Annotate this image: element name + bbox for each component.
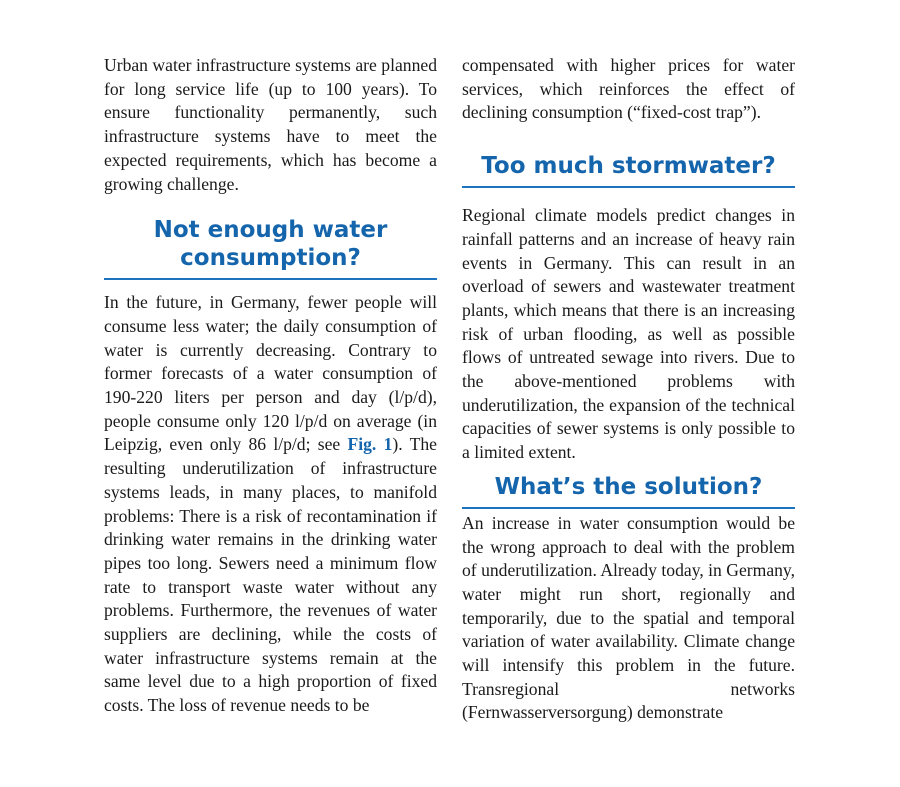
right-column xyxy=(462,54,795,725)
heading-line-1: Not enough water xyxy=(153,217,388,244)
heading-too-much-stormwater: Too much stormwater? xyxy=(462,152,795,188)
stormwater-paragraph: Regional climate models predict changes in rainfall patterns and an increase of heavy rain events in Germany. This can result in an overload of sewers and wastewater treatment plants, which means that there is an increasing risk of urban flooding, as well as possible flows of untreated sewage into rivers. Due to the above-mentioned problems with underutilization, the expansion of the technical capacities of sewer systems is only possible to a limited extent. xyxy=(462,205,795,463)
heading-not-enough-water xyxy=(104,216,437,280)
heading-whats-the-solution: What’s the solution? xyxy=(462,473,795,509)
left-column xyxy=(104,54,437,718)
figure-1-link[interactable]: Fig. 1 xyxy=(347,434,393,455)
consumption-text-part2: ). The resulting underutilization of infrastructure systems leads, in many places, to manifold problems: There is a risk of recontamination if drinking water remains in the drinking water pipes too long. Sewers need a minimum flow rate to transport waste water without any problems. Furthermore, the revenues of water suppliers are declining, while the costs of water infrastructure systems remain at the same level due to a high proportion of fixed costs. The loss of revenue needs to be xyxy=(104,434,437,716)
intro-paragraph: Urban water infrastructure systems are planned for long service life (up to 100 years). To ensure functionality permanently, such infrastructure systems have to meet the expected requirements, which has become a growing challenge. xyxy=(104,55,437,194)
continuation-paragraph: compensated with higher prices for water services, which reinforces the effect of declining consumption (“fixed-cost trap”). xyxy=(462,55,795,123)
heading-line-2: consumption? xyxy=(180,245,361,272)
consumption-paragraph xyxy=(104,291,437,718)
solution-paragraph: An increase in water consumption would be the wrong approach to deal with the problem of underutilization. Already today, in Germany, water might run short, regionally and temporarily, due to the spatial and temporal variation of water availability. Climate change will intensify this problem in the future. Transregional networks (Fernwasserversorgung) demonstrate xyxy=(462,512,795,723)
consumption-text-part1: In the future, in Germany, fewer people will consume less water; the daily consumption of water is currently decreasing. Contrary to former forecasts of a water consumption of 190-220 liters per person and day (l/p/d), people consume only 120 l/p/d on average (in Leipzig, even only 86 l/p/d; see xyxy=(104,292,437,455)
